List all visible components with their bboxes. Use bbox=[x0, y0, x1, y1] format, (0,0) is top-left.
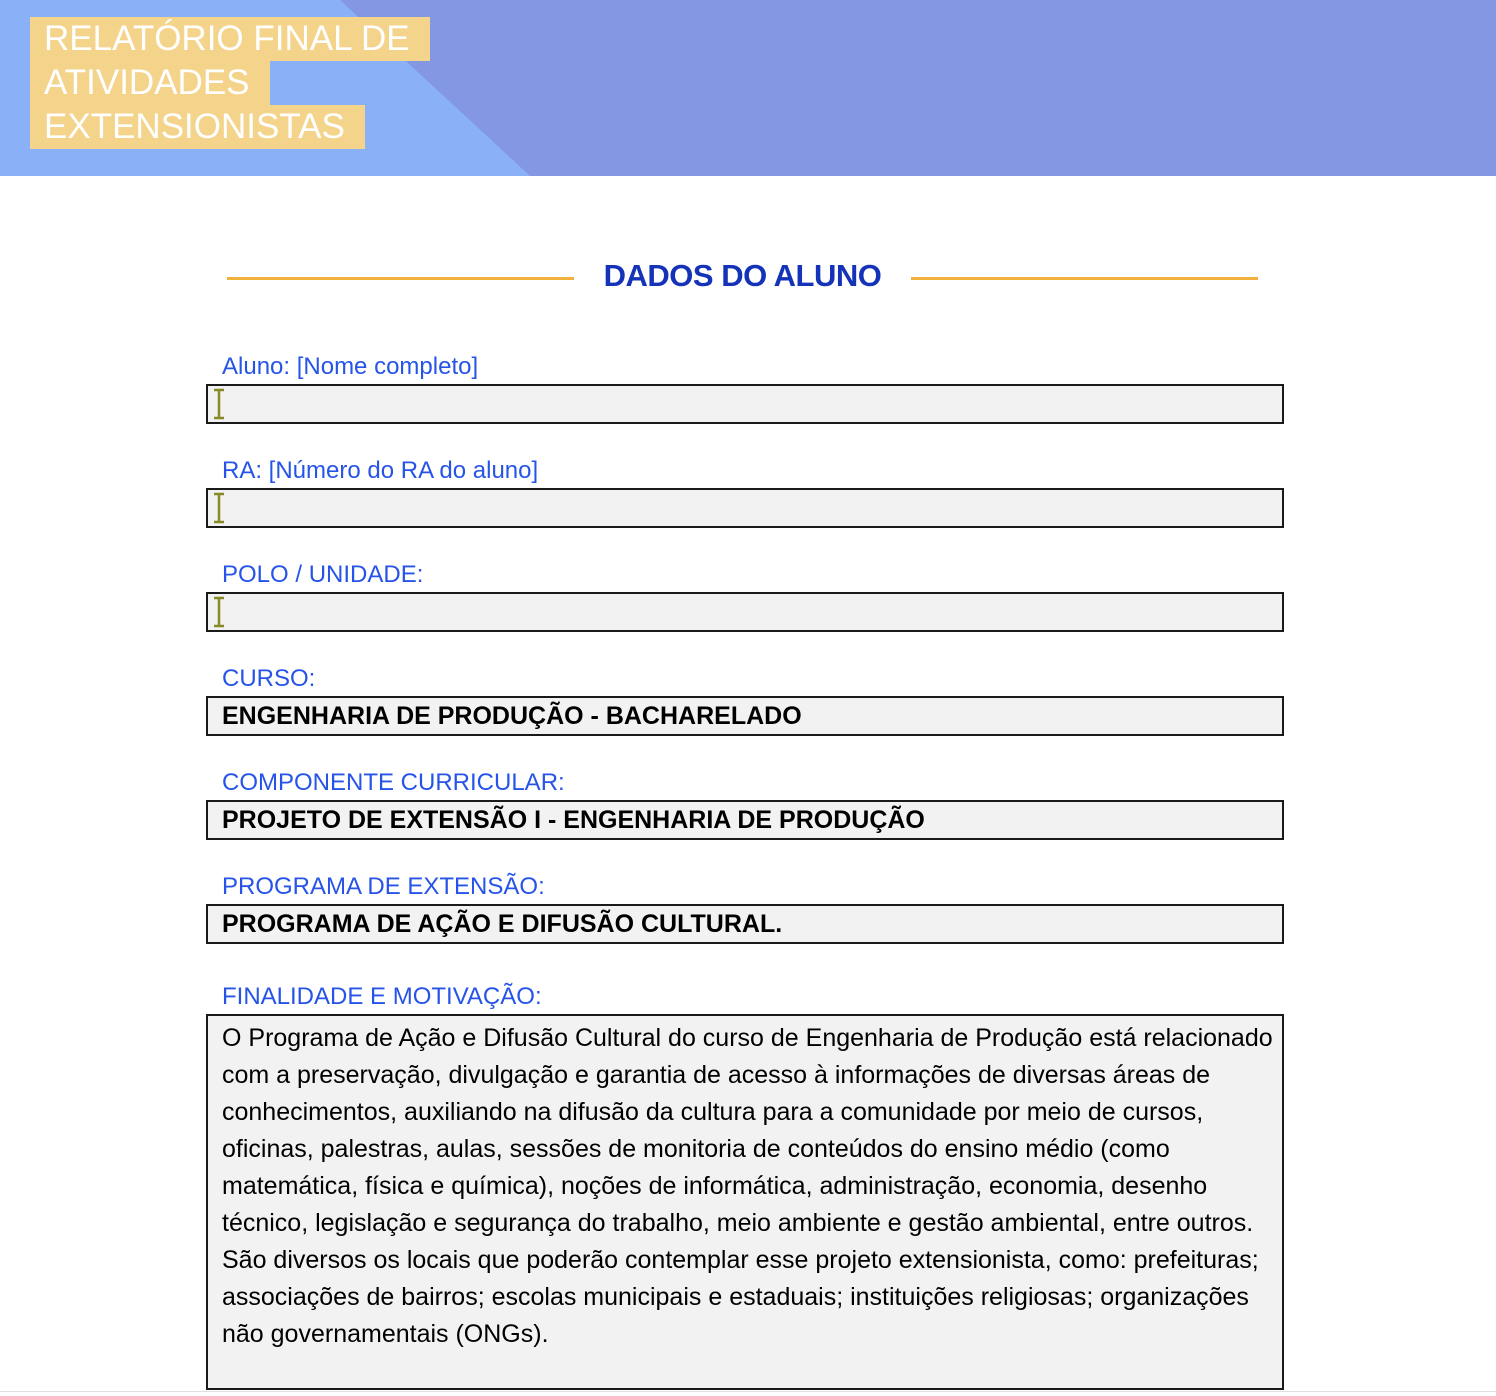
componente-label: COMPONENTE CURRICULAR: bbox=[222, 769, 565, 796]
programa-value: PROGRAMA DE AÇÃO E DIFUSÃO CULTURAL. bbox=[222, 910, 783, 938]
report-title-line-1: RELATÓRIO FINAL DE bbox=[30, 17, 430, 61]
text-cursor-icon bbox=[210, 387, 228, 421]
curso-field[interactable] bbox=[206, 696, 1284, 736]
header-banner bbox=[0, 0, 1496, 176]
section-heading bbox=[0, 254, 1496, 298]
page-bottom-divider bbox=[0, 1391, 1496, 1392]
curso-label: CURSO: bbox=[222, 665, 316, 692]
heading-rule-right bbox=[911, 277, 1258, 280]
report-title bbox=[30, 17, 430, 149]
ra-input[interactable] bbox=[206, 488, 1284, 528]
text-cursor-icon bbox=[210, 595, 228, 629]
report-title-line-2: ATIVIDADES bbox=[30, 61, 270, 105]
programa-label: PROGRAMA DE EXTENSÃO: bbox=[222, 873, 545, 900]
section-title: DADOS DO ALUNO bbox=[603, 258, 882, 293]
programa-field[interactable] bbox=[206, 904, 1284, 944]
aluno-input[interactable] bbox=[206, 384, 1284, 424]
finalidade-label: FINALIDADE E MOTIVAÇÃO: bbox=[222, 983, 542, 1010]
heading-rule-left bbox=[227, 277, 574, 280]
polo-input[interactable] bbox=[206, 592, 1284, 632]
aluno-label: Aluno: [Nome completo] bbox=[222, 353, 479, 380]
componente-value: PROJETO DE EXTENSÃO I - ENGENHARIA DE PRODUÇÃO bbox=[222, 806, 925, 834]
finalidade-textarea[interactable] bbox=[206, 1014, 1284, 1390]
text-cursor-icon bbox=[210, 491, 228, 525]
report-title-line-3: EXTENSIONISTAS bbox=[30, 105, 365, 149]
ra-label: RA: [Número do RA do aluno] bbox=[222, 457, 539, 484]
componente-field[interactable] bbox=[206, 800, 1284, 840]
finalidade-text: O Programa de Ação e Difusão Cultural do curso de Engenharia de Produção está relacionado com a preservação, divulgação e garantia de acesso à informações de diversas áreas de conhecimentos, auxiliando na difusão da cultura para a comunidade por meio de cursos, oficinas, palestras, aulas, sessões de monitoria de conteúdos do ensino médio (como matemática, física e química), noções de informática, administração, economia, desenho técnico, legislação e segurança do trabalho, meio ambiente e gestão ambiental, entre outros. São diversos os locais que poderão contemplar esse projeto extensionista, como: prefeituras; associações de bairros; escolas municipais e estaduais; instituições religiosas; organizações não governamentais (ONGs). bbox=[222, 1024, 1273, 1348]
polo-label: POLO / UNIDADE: bbox=[222, 561, 424, 588]
curso-value: ENGENHARIA DE PRODUÇÃO - BACHARELADO bbox=[222, 702, 802, 730]
